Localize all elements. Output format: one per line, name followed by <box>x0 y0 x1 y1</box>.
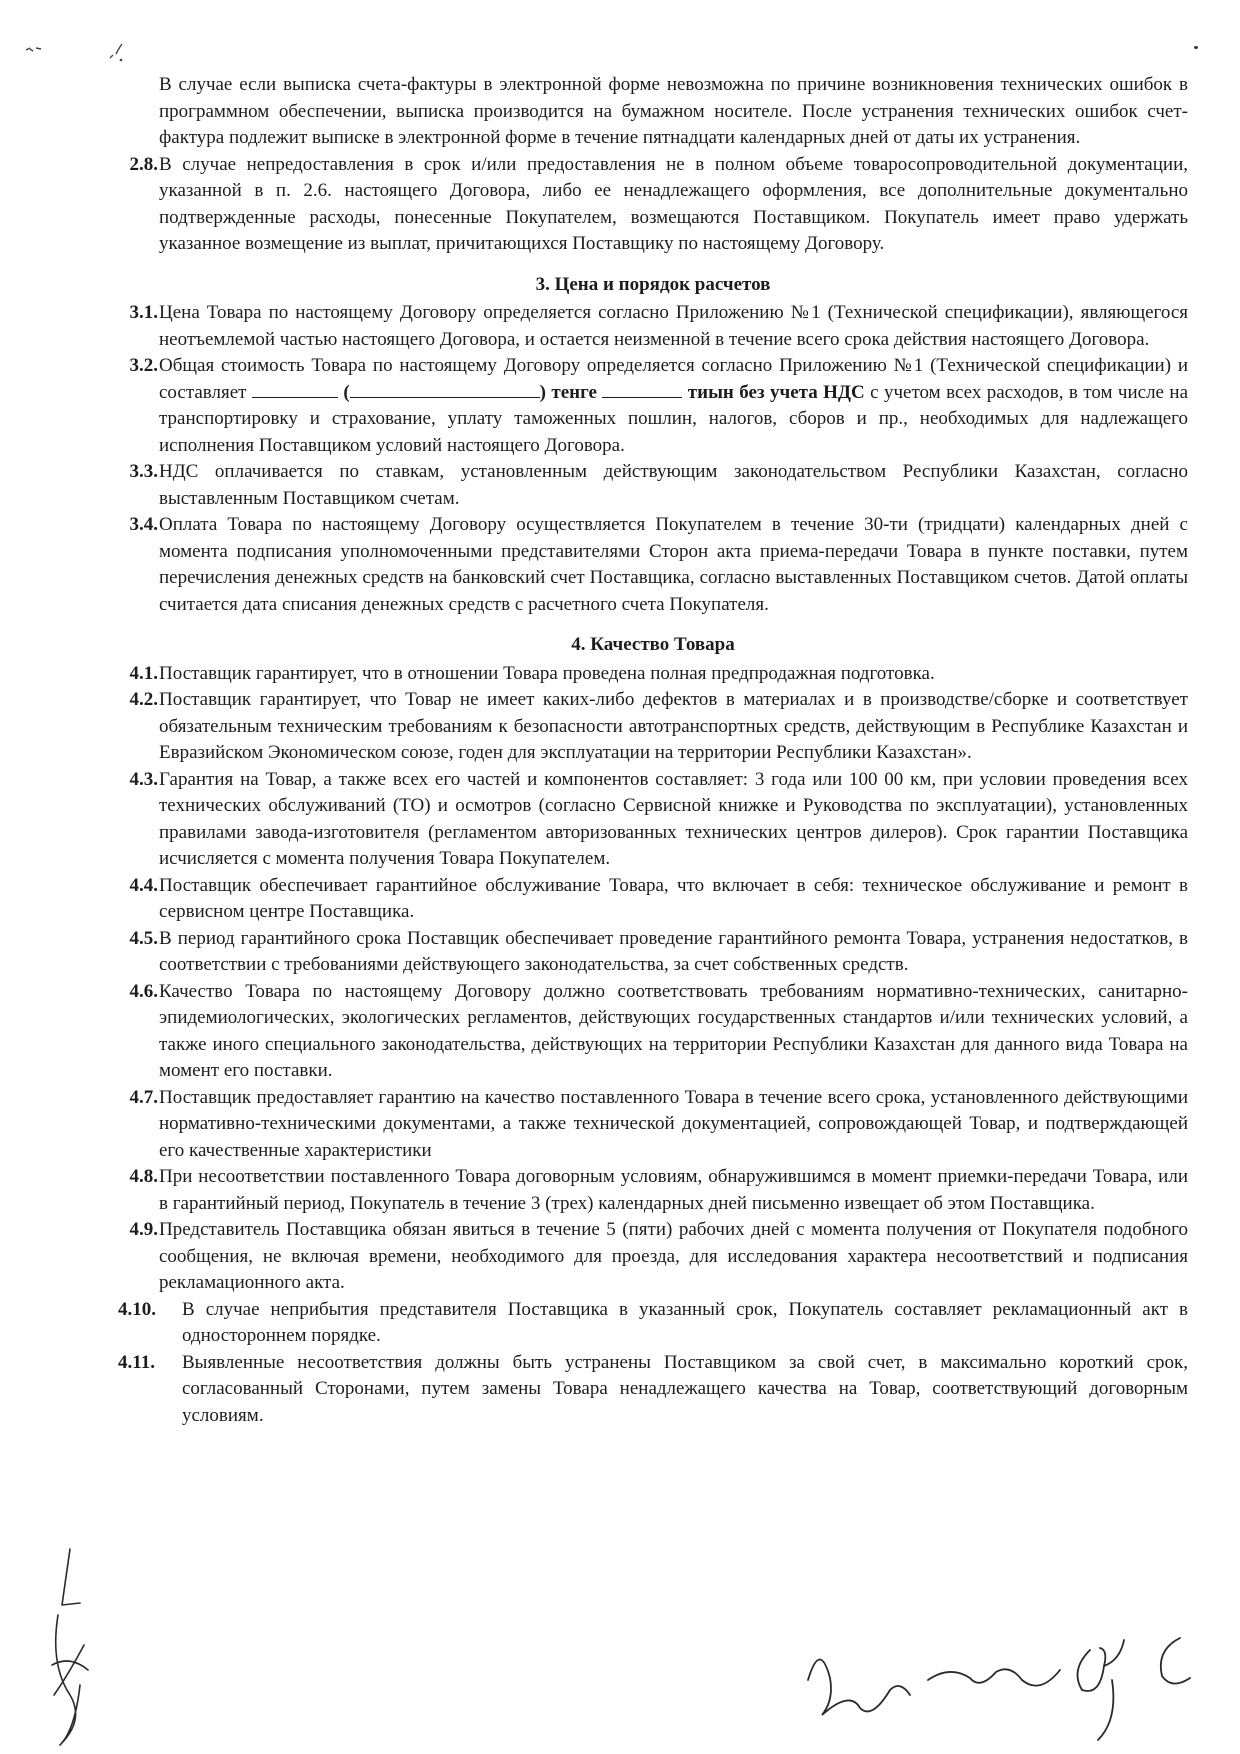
clause-4-6 <box>118 979 1188 1085</box>
clause-text: Поставщик обеспечивает гарантийное обслуживание Товара, что включает в себя: техническое обслуживание и ремонт в сервисном центре Поставщика. <box>159 874 1188 922</box>
amount-words-blank <box>350 380 540 398</box>
clause-3-3 <box>118 459 1188 512</box>
clause-number: 3.1. <box>129 302 158 323</box>
clause-4-11 <box>118 1350 1188 1430</box>
clause-number: 2.8. <box>129 153 158 175</box>
clause-number: 3.3. <box>129 461 158 482</box>
section-4-title: 4. Качество Товара <box>571 634 735 655</box>
clause-text: Выявленные несоответствия должны быть устранены Поставщиком за свой счет, в максимально короткий срок, согласованный Сторонами, путем замены Товара ненадлежащего качества на Товар, соответствующий договорным условиям. <box>182 1351 1188 1426</box>
clause-text: Оплата Товара по настоящему Договору осуществляется Покупателем в течение 30-ти (тридцати) календарных дней с момента подписания уполномоченными представителями Сторон акта приема-передачи Товара в пункте поставки, путем перечисления денежных средств на банковский счет Поставщика, согласно выставленных Поставщиком счетов. Датой оплаты считается дата списания денежных средств с расчетного счета Покупателя. <box>159 514 1188 615</box>
clause-number: 4.4. <box>129 874 158 896</box>
document-page <box>118 72 1188 1429</box>
clause-text: При несоответствии поставленного Товара договорным условиям, обнаружившимся в момент приемки-передачи Товара, или в гарантийный период, Покупатель в течение 3 (трех) календарных дней письменно извещает об этом Поставщика. <box>159 1166 1188 1214</box>
clause-text-part-b: с учетом всех расходов, в том числе на транспортировку и страхование, уплату таможенных пошлин, налогов, сборов и пр., необходимых для надлежащего исполнения Поставщиком условий настоящего Договора. <box>159 381 1189 456</box>
section-3-title: 3. Цена и порядок расчетов <box>535 273 771 295</box>
tenge-label: ) тенге <box>539 381 597 403</box>
clause-3-4 <box>118 512 1188 618</box>
clause-3-2 <box>118 353 1188 459</box>
clause-number: 3.4. <box>129 514 158 535</box>
clause-4-5 <box>118 926 1188 979</box>
clause-text: Поставщик предоставляет гарантию на качество поставленного Товара в течение всего срока, установленного действующими нормативно-техническими документами, а также технической документацией, сопровождающей Товар, и подтверждающей его качественные характеристики <box>159 1086 1188 1161</box>
clause-text: Качество Товара по настоящему Договору должно соответствовать требованиям нормативно-технических, санитарно-эпидемиологических, экологических регламентов, действующих государственных стандартов и/или технических условий, а также иного специального законодательства, действующих на территории Республики Казахстан для данного вида Товара на момент его поставки. <box>159 980 1188 1081</box>
clause-number: 4.1. <box>129 662 158 684</box>
tiyn-blank <box>602 380 682 398</box>
clause-text: Поставщик гарантирует, что Товар не имеет каких-либо дефектов в материалах и в производстве/сборке и соответствует обязательным техническим требованиям к безопасности автотранспортных средств, действующим в Республике Казахстан и Евразийском Экономическом союзе, годен для эксплуатации на территории Республики Казахстан». <box>159 689 1188 763</box>
clause-text: Гарантия на Товар, а также всех его частей и компонентов составляет: 3 года или 100 00 км, при условии проведения всех технических обслуживаний (ТО) и осмотров (согласно Сервисной книжке и Руководства по эксплуатации), установленных правилами завода-изготовителя (регламентом авторизованных технических центров дилеров). Срок гарантии Поставщика исчисляется с момента получения Товара Покупателем. <box>159 768 1188 869</box>
intro-paragraph: В случае если выписка счета-фактуры в электронной форме невозможна по причине возникновения технических ошибок в программном обеспечении, выписка производится на бумажном носителе. После устранения технических ошибок счет-фактура подлежит выписке в электронной форме в течение пятнадцати календарных дней от даты их устранения. <box>159 74 1188 148</box>
clause-4-3 <box>118 767 1188 873</box>
clause-number: 3.2. <box>129 355 158 376</box>
clause-number: 4.9. <box>129 1219 158 1240</box>
clause-text: В случае неприбытия представителя Поставщика в указанный срок, Покупатель составляет рекламационный акт в одностороннем порядке. <box>182 1298 1188 1346</box>
clause-text: Представитель Поставщика обязан явиться в течение 5 (пяти) рабочих дней с момента получения от Покупателя подобного сообщения, не включая времени, необходимого для проезда, для исследования характера несоответствий и подписания рекламационного акта. <box>159 1219 1188 1293</box>
clause-4-1 <box>118 661 1188 688</box>
clause-number: 4.2. <box>129 689 158 710</box>
clause-text: В период гарантийного срока Поставщик обеспечивает проведение гарантийного ремонта Товара, устранения недостатков, в соответствии с требованиями действующего законодательства, за счет собственных средств. <box>159 927 1188 975</box>
clause-3-1 <box>118 300 1188 353</box>
clause-number: 4.5. <box>129 927 158 949</box>
clause-text <box>159 353 1188 459</box>
clause-number: 4.3. <box>129 768 158 790</box>
clause-number: 4.7. <box>129 1086 158 1108</box>
clause-4-8 <box>118 1164 1188 1217</box>
clause-text-part-a: Общая стоимость Товара по настоящему Договору определяется согласно Приложению №1 (Технической спецификации) и составляет <box>159 355 1188 403</box>
clause-number: 4.10. <box>118 1298 156 1320</box>
tiyn-vat-label: тиын без учета НДС <box>687 381 865 403</box>
open-paren: ( <box>343 381 350 403</box>
clause-number: 4.11. <box>118 1351 155 1373</box>
clause-2-8 <box>118 152 1188 258</box>
clause-text: Поставщик гарантирует, что в отношении Товара проведена полная предпродажная подготовка. <box>159 662 935 684</box>
amount-blank <box>252 380 338 398</box>
clause-4-10 <box>118 1297 1188 1350</box>
handwritten-signature-left <box>40 1545 100 1750</box>
clause-text: В случае непредоставления в срок и/или предоставления не в полном объеме товаросопроводительной документации, указанной в п. 2.6. настоящего Договора, либо ее ненадлежащего оформления, все дополнительные документально подтвержденные расходы, понесенные Покупателем, возмещаются Поставщиком. Покупатель имеет право удержать указанное возмещение из выплат, причитающихся Поставщику по настоящему Договору. <box>159 153 1188 254</box>
handwritten-initials-bottom <box>800 1620 1200 1754</box>
clause-4-2 <box>118 687 1188 767</box>
scan-mark <box>22 38 132 68</box>
clause-number: 4.8. <box>129 1166 158 1187</box>
clause-text: Цена Товара по настоящему Договору определяется согласно Приложению №1 (Технической спецификации), являющегося неотъемлемой частью настоящего Договора, и остается неизменной в течение всего срока действия настоящего Договора. <box>159 302 1188 350</box>
clause-4-4 <box>118 873 1188 926</box>
clause-number: 4.6. <box>129 980 158 1002</box>
clause-4-9 <box>118 1217 1188 1297</box>
clause-text: НДС оплачивается по ставкам, установленным действующим законодательством Республики Казахстан, согласно выставленным Поставщиком счетам. <box>159 461 1188 509</box>
scan-speck <box>1194 46 1198 49</box>
clause-4-7 <box>118 1085 1188 1165</box>
